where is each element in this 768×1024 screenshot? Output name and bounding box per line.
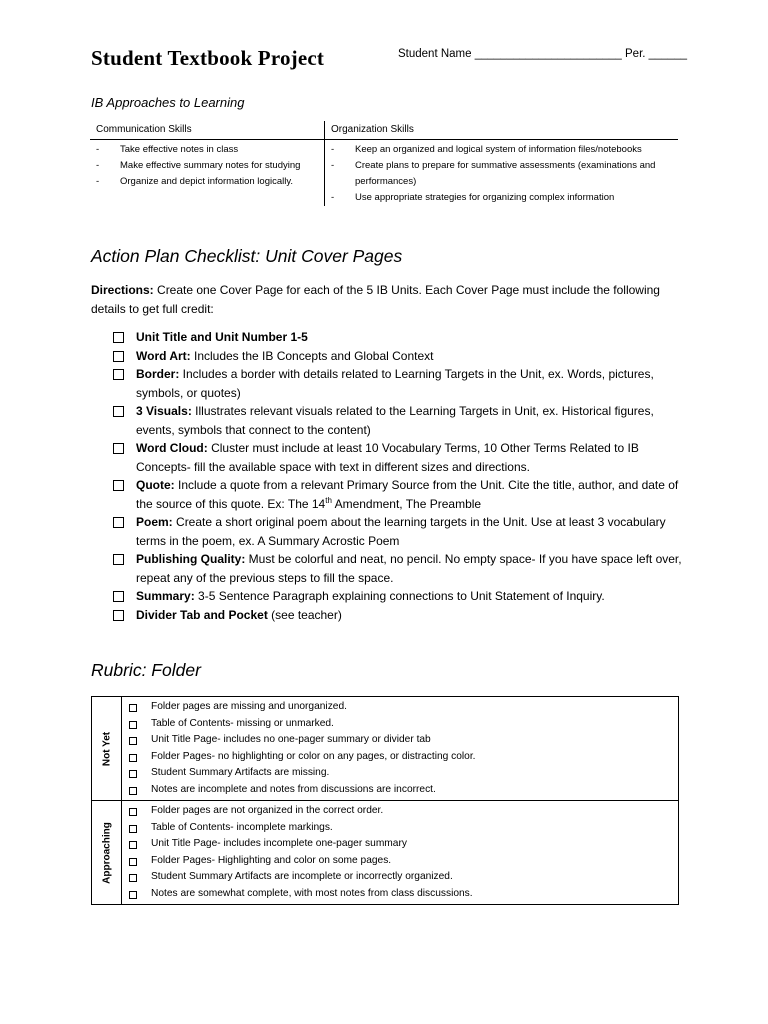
checkbox-icon[interactable] (129, 704, 137, 712)
communication-skills-list (90, 140, 325, 207)
checkbox-icon[interactable] (113, 332, 124, 343)
checkbox-icon[interactable] (113, 591, 124, 602)
skill-item: - Use appropriate strategies for organizing complex information (331, 192, 615, 203)
rubric-item: Folder Pages- Highlighting and color on some pages. (126, 853, 674, 870)
checklist-item: Word Cloud: Cluster must include at least 10 Vocabulary Terms, 10 Other Terms Related to IB Concepts- fill the available space with text in different sizes and directions. (113, 439, 683, 476)
rubric-items (122, 801, 679, 905)
rubric-row-approaching (92, 801, 679, 905)
checkbox-icon[interactable] (113, 480, 124, 491)
checkbox-icon[interactable] (129, 841, 137, 849)
rubric-row-not-yet (92, 697, 679, 801)
checklist-item: 3 Visuals: Illustrates relevant visuals related to the Learning Targets in Unit, ex. Historical figures, events, symbols that connect to the content) (113, 402, 683, 439)
checklist-item: Divider Tab and Pocket (see teacher) (113, 606, 683, 625)
communication-skills-header: Communication Skills (90, 121, 325, 140)
checkbox-icon[interactable] (129, 874, 137, 882)
skill-item: - Organize and depict information logically. (96, 176, 294, 187)
rubric-level-label: Approaching (101, 821, 112, 884)
checklist-item: Publishing Quality: Must be colorful and neat, no pencil. No empty space- If you have space left over, repeat any of the previous steps to fill the space. (113, 550, 683, 587)
cover-page-checklist (113, 328, 683, 624)
document-title: Student Textbook Project (91, 46, 325, 70)
skill-item: - Keep an organized and logical system of information files/notebooks (331, 144, 642, 155)
directions-label: Directions: (91, 283, 154, 297)
checklist-item: Summary: 3-5 Sentence Paragraph explaining connections to Unit Statement of Inquiry. (113, 587, 683, 606)
checkbox-icon[interactable] (129, 858, 137, 866)
checkbox-icon[interactable] (129, 754, 137, 762)
student-name-period-line: Student Name _______________________ Per. ______ (398, 48, 688, 60)
action-plan-heading: Action Plan Checklist: Unit Cover Pages (91, 246, 403, 266)
checkbox-icon[interactable] (113, 406, 124, 417)
organization-skills-header: Organization Skills (325, 121, 679, 140)
skills-table (90, 121, 678, 206)
checkbox-icon[interactable] (129, 808, 137, 816)
rubric-item: Folder pages are not organized in the correct order. (126, 803, 674, 820)
rubric-table (91, 696, 679, 905)
rubric-item: Notes are incomplete and notes from discussions are incorrect. (126, 782, 674, 799)
checkbox-icon[interactable] (113, 517, 124, 528)
checkbox-icon[interactable] (129, 770, 137, 778)
checklist-item: Unit Title and Unit Number 1-5 (113, 328, 683, 347)
rubric-item: Notes are somewhat complete, with most notes from class discussions. (126, 886, 674, 903)
rubric-item: Table of Contents- incomplete markings. (126, 820, 674, 837)
directions-text: Create one Cover Page for each of the 5 IB Units. Each Cover Page must include the following details to get full credit: (91, 283, 660, 316)
checkbox-icon[interactable] (129, 721, 137, 729)
rubric-item: Folder Pages- no highlighting or color on any pages, or distracting color. (126, 749, 674, 766)
rubric-item: Unit Title Page- includes incomplete one-pager summary (126, 836, 674, 853)
directions-paragraph (91, 281, 681, 318)
checkbox-icon[interactable] (113, 369, 124, 380)
checkbox-icon[interactable] (113, 443, 124, 454)
checklist-item: Word Art: Includes the IB Concepts and Global Context (113, 347, 683, 366)
checkbox-icon[interactable] (113, 610, 124, 621)
checkbox-icon[interactable] (129, 891, 137, 899)
checkbox-icon[interactable] (129, 825, 137, 833)
rubric-item: Student Summary Artifacts are missing. (126, 765, 674, 782)
checklist-item: Quote: Include a quote from a relevant Primary Source from the Unit. Cite the title, author, and date of the source of this quote. Ex: The 14th Amendment, The Preamble (113, 476, 683, 513)
rubric-level-cell (92, 697, 122, 801)
rubric-item: Folder pages are missing and unorganized. (126, 699, 674, 716)
checklist-item: Border: Includes a border with details related to Learning Targets in the Unit, ex. Words, pictures, symbols, or quotes) (113, 365, 683, 402)
checkbox-icon[interactable] (129, 787, 137, 795)
checklist-item: Poem: Create a short original poem about the learning targets in the Unit. Use at least 3 vocabulary terms in the poem, ex. A Summary Acrostic Poem (113, 513, 683, 550)
rubric-level-cell (92, 801, 122, 905)
checkbox-icon[interactable] (113, 554, 124, 565)
rubric-items (122, 697, 679, 801)
checkbox-icon[interactable] (113, 351, 124, 362)
skill-item: - Create plans to prepare for summative assessments (examinations and performances) (331, 160, 656, 187)
rubric-level-label: Not Yet (101, 731, 112, 766)
skill-item: - Make effective summary notes for studying (96, 160, 301, 171)
checkbox-icon[interactable] (129, 737, 137, 745)
organization-skills-list (325, 140, 679, 207)
rubric-item: Table of Contents- missing or unmarked. (126, 716, 674, 733)
rubric-item: Student Summary Artifacts are incomplete or incorrectly organized. (126, 869, 674, 886)
skill-item: - Take effective notes in class (96, 144, 239, 155)
rubric-item: Unit Title Page- includes no one-pager summary or divider tab (126, 732, 674, 749)
rubric-heading: Rubric: Folder (91, 660, 201, 680)
ib-approaches-heading: IB Approaches to Learning (91, 95, 245, 110)
